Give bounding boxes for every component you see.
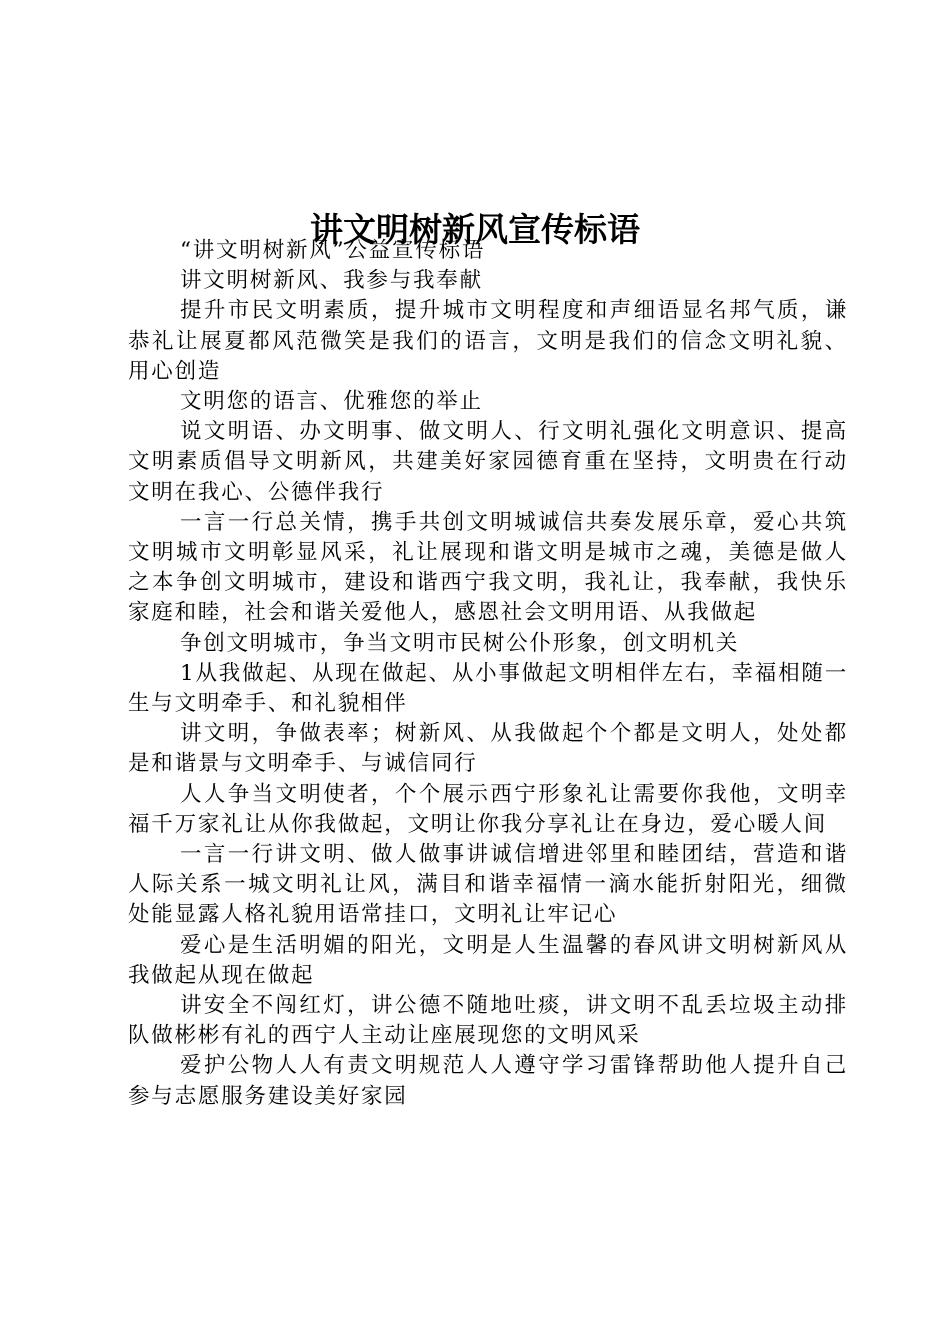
paragraph: 人人争当文明使者，个个展示西宁形象礼让需要你我他，文明幸福千万家礼让从你我做起，文明让你我分享礼让在身边，爱心暖人间 bbox=[128, 781, 848, 837]
paragraph: 提升市民文明素质，提升城市文明程度和声细语显名邦气质，谦恭礼让展夏都风范微笑是我们的语言，文明是我们的信念文明礼貌、用心创造 bbox=[128, 298, 848, 384]
document-title: 讲文明树新风宣传标语 bbox=[310, 210, 640, 250]
paragraph: 爱心是生活明媚的阳光，文明是人生温馨的春风讲文明树新风从我做起从现在做起 bbox=[128, 932, 848, 988]
paragraph: 讲安全不闯红灯，讲公德不随地吐痰，讲文明不乱丢垃圾主动排队做彬彬有礼的西宁人主动让座展现您的文明风采 bbox=[128, 993, 848, 1049]
paragraph: 爱护公物人人有责文明规范人人遵守学习雷锋帮助他人提升自己参与志愿服务建设美好家园 bbox=[128, 1053, 848, 1109]
paragraph: “讲文明树新风”公益宣传标语 bbox=[180, 238, 486, 263]
paragraph: 1从我做起、从现在做起、从小事做起文明相伴左右，幸福相随一生与文明牵手、和礼貌相伴 bbox=[128, 660, 848, 717]
paragraph: 一言一行总关情，携手共创文明城诚信共奏发展乐章，爱心共筑文明城市文明彰显风采，礼让展现和谐文明是城市之魂，美德是做人之本争创文明城市，建设和谐西宁我文明，我礼让，我奉献，我快乐家庭和睦，社会和谐关爱他人，感恩社会文明用语、从我做起 bbox=[128, 509, 848, 626]
document-body bbox=[128, 236, 848, 1112]
paragraph: 一言一行讲文明、做人做事讲诚信增进邻里和睦团结，营造和谐人际关系一城文明礼让风，满目和谐幸福情一滴水能折射阳光，细微处能显露人格礼貌用语常挂口，文明礼让牢记心 bbox=[128, 842, 848, 928]
paragraph: 讲文明树新风、我参与我奉献 bbox=[180, 268, 483, 294]
paragraph: 说文明语、办文明事、做文明人、行文明礼强化文明意识、提高文明素质倡导文明新风，共建美好家园德育重在坚持，文明贵在行动文明在我心、公德伴我行 bbox=[128, 419, 848, 505]
paragraph: 讲文明，争做表率；树新风、从我做起个个都是文明人，处处都是和谐景与文明牵手、与诚信同行 bbox=[128, 721, 848, 777]
paragraph: 争创文明城市，争当文明市民树公仆形象，创文明机关 bbox=[180, 630, 740, 656]
paragraph: 文明您的语言、优雅您的举止 bbox=[180, 389, 483, 415]
